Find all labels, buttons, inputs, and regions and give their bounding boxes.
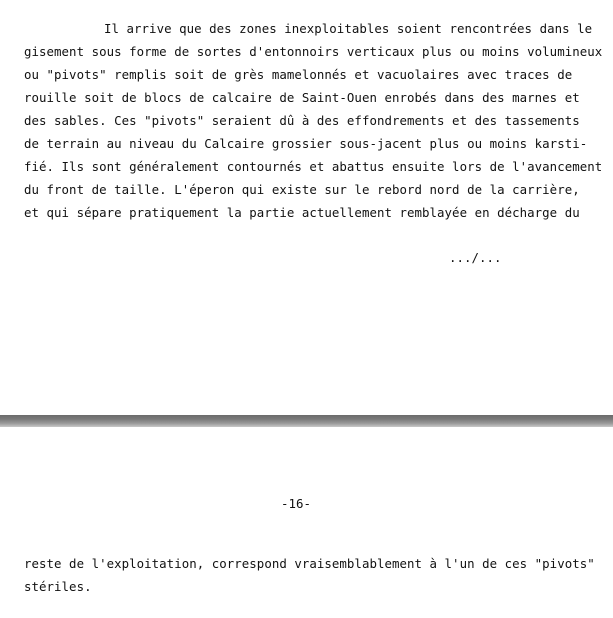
paragraph-line-3: ou "pivots" remplis soit de grès mamelonnés et vacuolaires avec traces de xyxy=(24,67,573,82)
page-number: -16- xyxy=(281,496,312,511)
page-break-divider xyxy=(0,415,613,427)
paragraph-line-6: de terrain au niveau du Calcaire grossier sous-jacent plus ou moins karsti- xyxy=(24,136,588,151)
paragraph-continued-line-2: stériles. xyxy=(24,579,92,594)
paragraph-line-8: du front de taille. L'éperon qui existe sur le rebord nord de la carrière, xyxy=(24,182,580,197)
paragraph-line-9: et qui sépare pratiquement la partie actuellement remblayée en décharge du xyxy=(24,205,580,220)
paragraph-line-7: fié. Ils sont généralement contournés et abattus ensuite lors de l'avancement xyxy=(24,159,603,174)
paragraph-line-4: rouille soit de blocs de calcaire de Saint-Ouen enrobés dans des marnes et xyxy=(24,90,580,105)
paragraph-line-1: Il arrive que des zones inexploitables soient rencontrées dans le xyxy=(104,21,593,36)
paragraph-line-5: des sables. Ces "pivots" seraient dû à des effondrements et des tassements xyxy=(24,113,580,128)
paragraph-line-2: gisement sous forme de sortes d'entonnoirs verticaux plus ou moins volumineux xyxy=(24,44,603,59)
paragraph-continued-line-1: reste de l'exploitation, correspond vraisemblablement à l'un de ces "pivots" xyxy=(24,556,595,571)
continuation-marker: .../... xyxy=(449,250,502,265)
